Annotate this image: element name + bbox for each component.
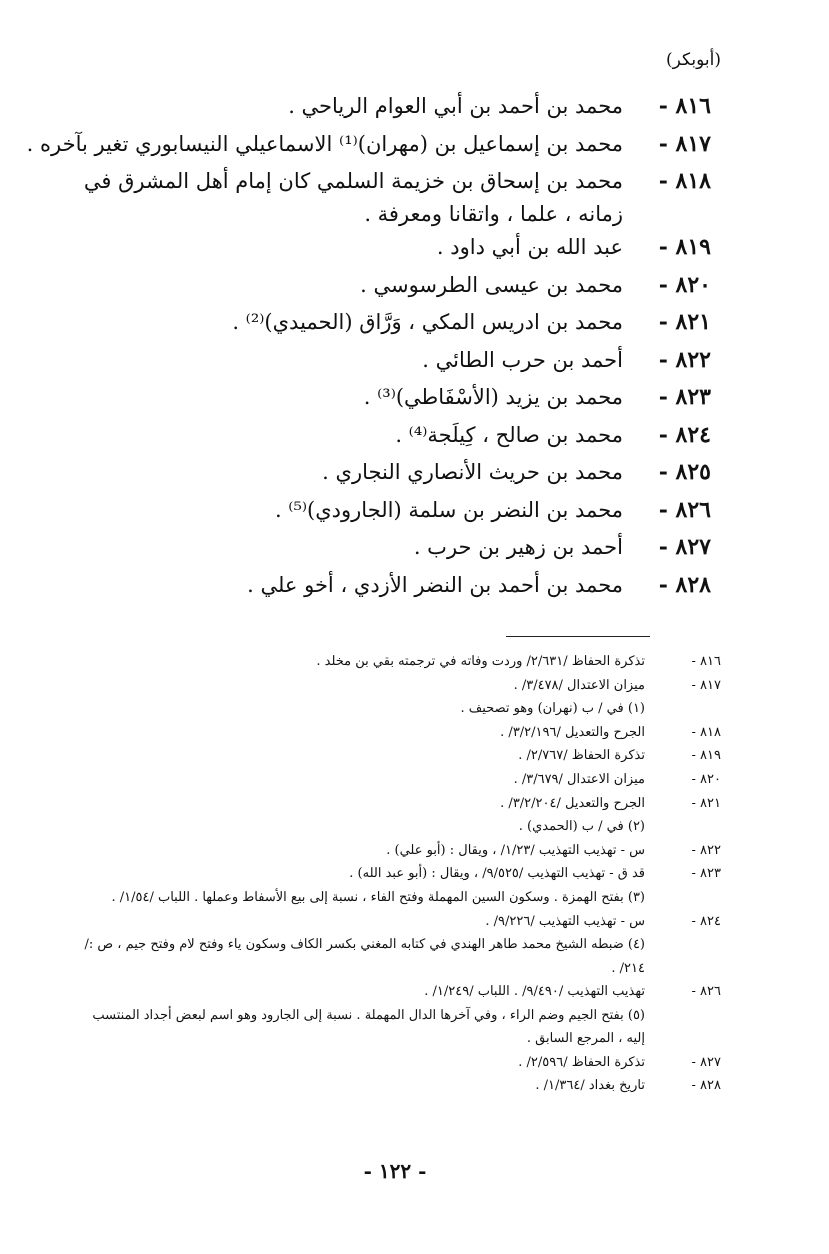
entry-number: ٨٢٠ -: [658, 271, 711, 298]
entry-number: ٨١٨ -: [658, 168, 711, 194]
entry-number: ٨١٩ -: [658, 234, 711, 260]
footnote-row: [78, 933, 721, 980]
entry-number: ٨٢٦ -: [658, 496, 711, 523]
footnote-number: ٨٢٦ -: [691, 984, 721, 1000]
footnote-number: ٨٢٤ -: [691, 913, 721, 929]
entry-row: [40, 381, 711, 419]
entry-row: [40, 419, 711, 457]
footnote-text: الجرح والتعديل /٣/٢/١٩٦/ .: [500, 724, 645, 740]
footnote-row: [78, 721, 721, 745]
footnote-row: [78, 1051, 721, 1075]
entry-text: عبد الله بن أبي داود .: [436, 235, 623, 259]
entry-text: محمد بن صالح ، كِيلَجة⁽⁴⁾ .: [395, 422, 623, 447]
entry-row: [40, 494, 711, 532]
footnote-divider: [506, 636, 650, 637]
entry-row: [40, 269, 711, 307]
entry-number: ٨٢٧ -: [658, 534, 711, 560]
footnote-row: [78, 674, 721, 698]
entry-row: [40, 90, 711, 128]
footnote-number: ٨١٦ -: [691, 654, 721, 669]
footnote-row: [78, 839, 721, 863]
page-number: - ١٢٢ -: [363, 1159, 427, 1183]
entry-row: [26, 128, 711, 166]
entry-row: [40, 344, 711, 382]
footnote-row: [78, 697, 721, 721]
entry-text: محمد بن أحمد بن النضر الأزدي ، أخو علي .: [247, 572, 623, 597]
entry-number: ٨٢١ -: [658, 309, 711, 335]
entry-text: أحمد بن حرب الطائي .: [422, 347, 623, 372]
footnote-number: ٨٢١ -: [691, 795, 721, 811]
entry-row: [40, 456, 711, 494]
footnote-text: تذكرة الحفاظ /٢/٥٩٦/ .: [518, 1054, 645, 1070]
entry-number: ٨٢٢ -: [658, 346, 711, 373]
entry-text: محمد بن حريث الأنصاري النجاري .: [322, 460, 623, 484]
entry-row: [40, 165, 711, 231]
footnote-row: [78, 862, 721, 886]
footnote-text: تذكرة الحفاظ /٢/٦٣١/ وردت وفاته في ترجمته بقي بن مخلد .: [316, 654, 645, 669]
footnote-text: قد ق - تهذيب التهذيب /٩/٥٢٥/ ، ويقال : (أبو عبد الله) .: [349, 866, 645, 882]
running-head: (أبوبكر): [665, 50, 721, 70]
footnote-row: [78, 768, 721, 792]
footnote-text: ميزان الاعتدال /٣/٤٧٨/ .: [513, 677, 645, 693]
footnote-number: ٨٢٧ -: [691, 1054, 721, 1070]
footnote-number: ٨١٧ -: [691, 677, 721, 693]
footnote-number: ٨٢٨ -: [691, 1078, 721, 1094]
footnote-row: [78, 910, 721, 934]
footnote-number: ٨٢٣ -: [691, 866, 721, 882]
entry-text: محمد بن عيسى الطرسوسي .: [360, 272, 623, 297]
entry-text: محمد بن يزيد (الأسْفَاطي)⁽³⁾ .: [363, 385, 623, 409]
entry-number: ٨٢٣ -: [658, 384, 711, 410]
entry-row: [40, 306, 711, 344]
footnote-row: [78, 792, 721, 816]
entry-number: ٨٢٥ -: [658, 459, 711, 485]
footnote-text: (٣) بفتح الهمزة . وسكون السين المهملة وفتح الفاء ، نسبة إلى بيع الأسفاط وعملها . اللباب /١/٥٤/ .: [111, 889, 645, 905]
footnote-text: تذكرة الحفاظ /٢/٧٦٧/ .: [518, 748, 645, 764]
footnote-text: س - تهذيب التهذيب /١/٢٣/ ، ويقال : (أبو علي) .: [386, 842, 645, 858]
entry-text: محمد بن النضر بن سلمة (الجارودي)⁽⁵⁾ .: [274, 497, 623, 522]
entry-text: محمد بن أحمد بن أبي العوام الرياحي .: [288, 94, 623, 118]
footnote-row: [78, 650, 721, 674]
entry-row: [40, 569, 711, 607]
footnote-row: [78, 886, 721, 910]
footnote-text: (٥) بفتح الجيم وضم الراء ، وفي آخرها الدال المهملة . نسبة إلى الجارود وهو اسم لبعض أجداد المنتسب إليه ، المرجع السابق .: [92, 1007, 645, 1047]
footnote-text: ميزان الاعتدال /٣/٦٧٩/ .: [513, 771, 645, 787]
entry-text: محمد بن ادريس المكي ، وَرَّاق (الحميدي)⁽²⁾ .: [232, 310, 623, 334]
entry-number: ٨١٦ -: [658, 93, 711, 119]
footnote-number: ٨١٨ -: [691, 724, 721, 740]
footnote-row: [78, 980, 721, 1004]
entry-text: محمد بن إسماعيل بن (مهران)⁽¹⁾ الاسماعيلي النيسابوري تغير بآخره .: [26, 131, 623, 156]
footnotes-list: [78, 650, 721, 1098]
footnote-number: ٨٢٢ -: [691, 842, 721, 858]
footnote-text: تاريخ بغداد /١/٣٦٤/ .: [535, 1078, 645, 1094]
footnote-text: (٤) ضبطه الشيخ محمد طاهر الهندي في كتابه المغني بكسر الكاف وسكون ياء وفتح لام وفتح جيم ، ص :/٢١٤/ .: [84, 937, 645, 976]
entry-row: [40, 531, 711, 569]
entries-list: [26, 90, 711, 606]
footnote-text: س - تهذيب التهذيب /٩/٢٢٦/ .: [485, 913, 645, 929]
footnote-text: (١) في / ب (نهران) وهو تصحيف .: [460, 701, 645, 717]
footnote-number: ٨٢٠ -: [691, 771, 721, 787]
footnote-row: [78, 1004, 721, 1051]
entry-text: محمد بن إسحاق بن خزيمة السلمي كان إمام أهل المشرق في زمانه ، علما ، واتقانا ومعرفة .: [83, 169, 623, 226]
entry-number: ٨٢٨ -: [658, 571, 711, 598]
footnote-row: [78, 744, 721, 768]
entry-number: ٨٢٤ -: [658, 421, 711, 448]
entry-row: [40, 231, 711, 269]
footnote-row: [78, 815, 721, 839]
footnote-text: الجرح والتعديل /٣/٢/٢٠٤/ .: [500, 795, 645, 811]
footnote-row: [78, 1074, 721, 1098]
entry-number: ٨١٧ -: [658, 130, 711, 157]
entry-text: أحمد بن زهير بن حرب .: [413, 535, 623, 559]
footnote-text: تهذيب التهذيب /٩/٤٩٠/ . اللباب /١/٢٤٩/ .: [424, 984, 645, 1000]
footnote-number: ٨١٩ -: [691, 748, 721, 764]
footnote-text: (٢) في / ب (الحمدي) .: [518, 819, 645, 835]
